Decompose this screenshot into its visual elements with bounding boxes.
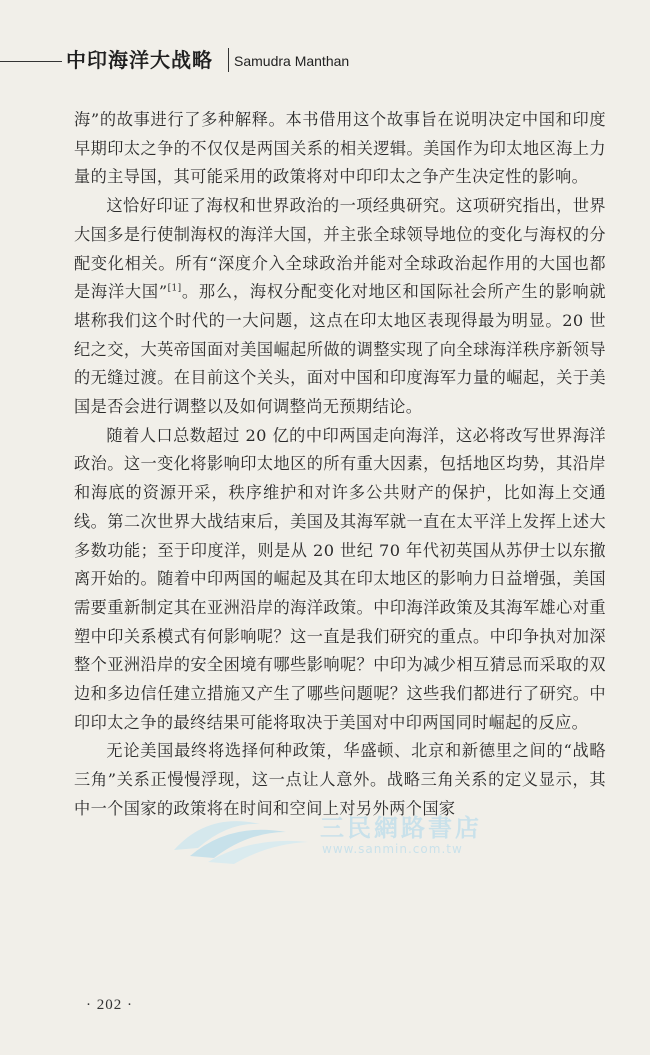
paragraph-text: 这恰好印证了海权和世界政治的一项经典研究。这项研究指出，世界大国多是行使制海权的海洋大国，并主张全球领导地位的变化与海权的分配变化相关。所有“深度介入全球政治并能对全球政治起作用的大国也都是海洋大国” xyxy=(74,196,606,302)
watermark-logo-icon xyxy=(168,806,318,866)
paragraph: 随着人口总数超过 20 亿的中印两国走向海洋，这必将改写世界海洋政治。这一变化将影响印太地区的所有重大因素，包括地区均势，其沿岸和海底的资源开采，秩序维护和对许多公共财产的保护，比如海上交通线。第二次世界大战结束后，美国及其海军就一直在太平洋上发挥上述大多数功能；至于印度洋，则是从 20 世纪 70 年代初英国从苏伊士以东撤离开始的。随着中印两国的崛起及其在印太地区的影响力日益增强，美国需要重新制定其在亚洲沿岸的海洋政策。中印海洋政策及其海军雄心对重塑中印关系模式有何影响呢？这一直是我们研究的重点。中印争执对加深整个亚洲沿岸的安全困境有哪些影响呢？中印为减少相互猜忌而采取的双边和多边信任建立措施又产生了哪些问题呢？这些我们都进行了研究。中印印太之争的最终结果可能将取决于美国对中印两国同时崛起的反应。 xyxy=(74,425,606,732)
footnote-reference[interactable]: [1] xyxy=(167,283,182,294)
paragraph: 无论美国最终将选择何种政策，华盛顿、北京和新德里之间的“战略三角”关系正慢慢浮现，这一点让人意外。战略三角关系的定义显示，其中一个国家的政策将在时间和空间上对另外两个国家 xyxy=(74,741,606,818)
watermark xyxy=(168,806,498,870)
watermark-url: www.sanmin.com.tw xyxy=(322,842,463,856)
paragraph-continued: 海”的故事进行了多种解释。本书借用这个故事旨在说明决定中国和印度早期印太之争的不仅仅是两国关系的相关逻辑。美国作为印太地区海上力量的主导国，其可能采用的政策将对中印印太之争产生决定性的影响。 xyxy=(74,110,606,187)
watermark-text: 三民網路書店 xyxy=(320,814,482,842)
paragraph xyxy=(74,192,606,422)
header-separator xyxy=(228,48,229,72)
paragraph-text: 。那么，海权分配变化对地区和国际社会所产生的影响就堪称我们这个时代的一大问题，这点在印太地区表现得最为明显。20 世纪之交，大英帝国面对美国崛起所做的调整实现了向全球海洋秩序新领导的无缝过渡。在目前这个关头，面对中国和印度海军力量的崛起，关于美国是否会进行调整以及如何调整尚无预期结论。 xyxy=(74,282,606,417)
running-header xyxy=(0,44,650,76)
header-rule xyxy=(0,61,62,62)
book-subtitle: Samudra Manthan xyxy=(234,53,350,69)
page-number: · 202 · xyxy=(86,997,133,1013)
body-text xyxy=(74,106,606,824)
book-title: 中印海洋大战略 xyxy=(66,48,213,72)
